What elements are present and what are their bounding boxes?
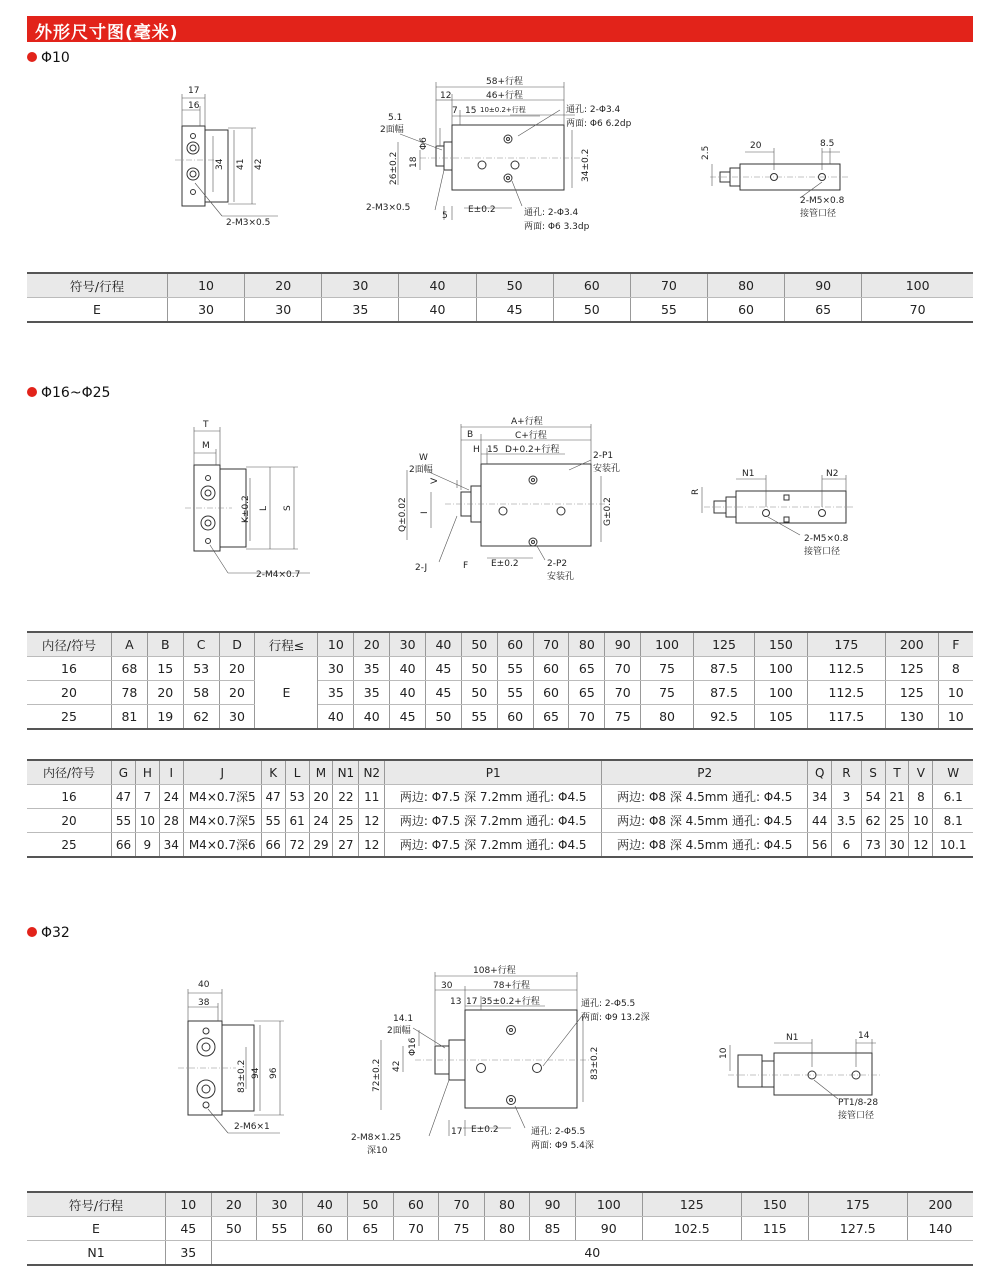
dim-e: E±0.2 (468, 205, 496, 215)
dim-108-stroke: 108+行程 (473, 966, 516, 976)
dim-a-stroke: A+行程 (511, 417, 543, 427)
dim-p1: 2-P1 (593, 451, 614, 461)
dim-phi6: Φ6 (419, 137, 429, 150)
dim-screw: 2-M4×0.7 (256, 570, 301, 580)
dim-t: T (203, 420, 209, 430)
table-phi10 (27, 272, 973, 323)
dim-34-side: 34±0.2 (581, 148, 591, 182)
dim-p2-label: 安装孔 (547, 572, 575, 582)
table-row: N1 35 40 (27, 1241, 973, 1266)
section-heading-phi32: Φ32 (27, 925, 70, 941)
drawing-phi10-top (690, 130, 870, 230)
dim-s: S (283, 505, 293, 511)
dim-42: 42 (254, 158, 264, 170)
dim-screw: 2-M3×0.5 (226, 218, 271, 228)
table-phi32 (27, 1191, 973, 1266)
hole-bot-2: 两面: Φ6 3.3dp (524, 222, 590, 232)
dim-i: I (420, 511, 430, 514)
bullet-icon (27, 52, 37, 62)
dim-e: E±0.2 (491, 559, 519, 569)
dim-83-side: 83±0.2 (590, 1046, 600, 1080)
dim-41: 41 (236, 158, 246, 170)
dim-34: 34 (215, 158, 225, 170)
dim-12: 12 (440, 91, 452, 101)
drawing-phi10-front (160, 78, 290, 228)
dim-18: 18 (409, 156, 419, 168)
dim-17: 17 (451, 1127, 463, 1137)
table-row: E 30 30 35 40 45 50 55 60 65 70 (27, 298, 973, 323)
bullet-icon (27, 927, 37, 937)
dim-42: 42 (392, 1060, 402, 1072)
dim-g: G±0.2 (603, 497, 613, 526)
dim-20: 20 (750, 141, 762, 151)
port-label: 接管口径 (838, 1111, 875, 1121)
dim-screw-side: 2-M3×0.5 (366, 203, 411, 213)
hole-top-1: 通孔: 2-Φ3.4 (566, 105, 621, 115)
hole-top-1: 通孔: 2-Φ5.5 (581, 999, 636, 1009)
dim-width2: 2面幅 (409, 465, 433, 475)
port-spec: 2-M5×0.8 (800, 196, 845, 206)
dim-l: L (259, 505, 269, 511)
port-label: 接管口径 (800, 209, 837, 219)
title-bar (27, 16, 973, 42)
dim-w: W (419, 453, 428, 463)
dim-width2: 2面幅 (387, 1026, 411, 1036)
dim-17-top: 17 (466, 997, 478, 1007)
dim-p1-label: 安装孔 (593, 464, 621, 474)
dim-72: 72±0.2 (372, 1058, 382, 1092)
hole-top-2: 两面: Φ6 6.2dp (566, 119, 632, 129)
dim-13: 13 (450, 997, 462, 1007)
dim-15: 15 (465, 106, 477, 116)
dim-v: V (430, 477, 440, 484)
hole-bot-2: 两面: Φ9 5.4深 (531, 1141, 594, 1151)
dim-5: 5 (442, 211, 448, 221)
hole-bot-1: 通孔: 2-Φ3.4 (524, 208, 579, 218)
dim-2-5: 2.5 (701, 145, 711, 160)
dim-screw-depth: 深10 (367, 1146, 388, 1156)
dim-j: 2-J (415, 563, 428, 573)
dim-q: Q±0.02 (398, 497, 408, 532)
table-header-row: 符号/行程 10 20 30 40 50 60 70 80 90 100 (27, 273, 973, 298)
drawing-phi16-front (170, 415, 320, 585)
dim-96: 96 (269, 1067, 279, 1079)
section-heading-phi10: Φ10 (27, 50, 70, 66)
dim-38: 38 (198, 998, 210, 1008)
table-header-row: 内径/符号 A B C D 行程≤ 10 20 30 40 50 60 70 80 90 100 125 150 175 200 F (27, 632, 973, 657)
dim-46-stroke: 46+行程 (486, 91, 523, 101)
dim-58-stroke: 58+行程 (486, 77, 523, 87)
drawing-phi32-top (710, 1025, 890, 1125)
drawing-phi32-front (170, 975, 310, 1145)
dim-screw: 2-M6×1 (234, 1122, 270, 1132)
port-spec: 2-M5×0.8 (804, 534, 849, 544)
port-label: 接管口径 (804, 547, 841, 557)
dim-e: E±0.2 (471, 1125, 499, 1135)
drawing-phi16-top (680, 465, 870, 565)
page-title: 外形尺寸图(毫米) (35, 23, 179, 43)
section-heading-phi16-25: Φ16~Φ25 (27, 385, 110, 401)
dim-d-stroke: D+0.2+行程 (505, 445, 560, 455)
dim-83: 83±0.2 (237, 1059, 247, 1093)
table-row: 25 66 9 34 M4×0.7深6 66 72 29 27 12 两边: Φ7.5 深 7.2mm 通孔: Φ4.5 两边: Φ8 深 4.5mm 通孔: Φ4.5 56 6 73 30 12 10.1 (27, 833, 973, 858)
drawing-phi32-side (345, 960, 670, 1160)
hole-bot-1: 通孔: 2-Φ5.5 (531, 1127, 586, 1137)
dim-16: 16 (188, 101, 200, 111)
table-header-row: 符号/行程 10 20 30 40 50 60 70 80 90 100 125 150 175 200 (27, 1192, 973, 1217)
dim-26: 26±0.2 (389, 151, 399, 185)
dim-14-1: 14.1 (393, 1014, 414, 1024)
bullet-icon (27, 387, 37, 397)
dim-c-stroke: C+行程 (515, 431, 547, 441)
table-header-row: 内径/符号 G H I J K L M N1 N2 P1 P2 Q R S T V W (27, 760, 973, 785)
dim-h: H (473, 445, 480, 455)
hole-top-2: 两面: Φ9 13.2深 (581, 1013, 650, 1023)
dim-78-stroke: 78+行程 (493, 981, 530, 991)
dim-94: 94 (251, 1067, 261, 1079)
drawing-phi16-side (395, 410, 645, 590)
dim-10: 10 (719, 1047, 729, 1059)
table-row: 20 78 20 58 20 35 35 40 45 50 55 60 65 70 75 87.5 100 112.5 125 10 (27, 681, 973, 705)
dim-30: 30 (441, 981, 453, 991)
table-row: 16 47 7 24 M4×0.7深5 47 53 20 22 11 两边: Φ7.5 深 7.2mm 通孔: Φ4.5 两边: Φ8 深 4.5mm 通孔: Φ4.5 34 3 54 21 8 6.1 (27, 785, 973, 809)
dim-5-1: 5.1 (388, 113, 403, 123)
dim-k: K±0.2 (241, 495, 251, 523)
table-row: 20 55 10 28 M4×0.7深5 55 61 24 25 12 两边: Φ7.5 深 7.2mm 通孔: Φ4.5 两边: Φ8 深 4.5mm 通孔: Φ4.5 44 3.5 62 25 10 8.1 (27, 809, 973, 833)
dim-17: 17 (188, 86, 200, 96)
dim-n2: N2 (826, 469, 839, 479)
dim-phi16: Φ16 (408, 1037, 418, 1056)
dim-8-5: 8.5 (820, 139, 835, 149)
dim-screw-side: 2-M8×1.25 (351, 1133, 402, 1143)
table-phi16-25-a (27, 631, 973, 730)
dim-15: 15 (487, 445, 499, 455)
table-row: E 45 50 55 60 65 70 75 80 85 90 102.5 115 127.5 140 (27, 1217, 973, 1241)
table-row: 25 81 19 62 30 40 40 45 50 55 60 65 70 75 80 92.5 105 117.5 130 10 (27, 705, 973, 730)
table-phi16-25-b (27, 759, 973, 858)
dim-n1: N1 (786, 1033, 799, 1043)
dim-m: M (202, 441, 210, 451)
dim-40: 40 (198, 980, 210, 990)
dim-r: R (691, 488, 701, 495)
table-row: 16 68 15 53 20 E 30 35 40 45 50 55 60 65 70 75 87.5 100 112.5 125 8 (27, 657, 973, 681)
dim-width2: 2面幅 (380, 125, 404, 135)
dim-b: B (467, 430, 474, 440)
dim-f: F (463, 561, 469, 571)
dim-10-stroke: 10±0.2+行程 (480, 106, 526, 114)
drawing-phi10-side (360, 70, 650, 240)
dim-p2: 2-P2 (547, 559, 568, 569)
port-spec: PT1/8-28 (838, 1098, 879, 1108)
dim-35-stroke: 35±0.2+行程 (481, 997, 540, 1007)
dim-14: 14 (858, 1031, 870, 1041)
dim-n1: N1 (742, 469, 755, 479)
dim-7: 7 (452, 106, 458, 116)
e-label-cell: E (255, 657, 318, 730)
